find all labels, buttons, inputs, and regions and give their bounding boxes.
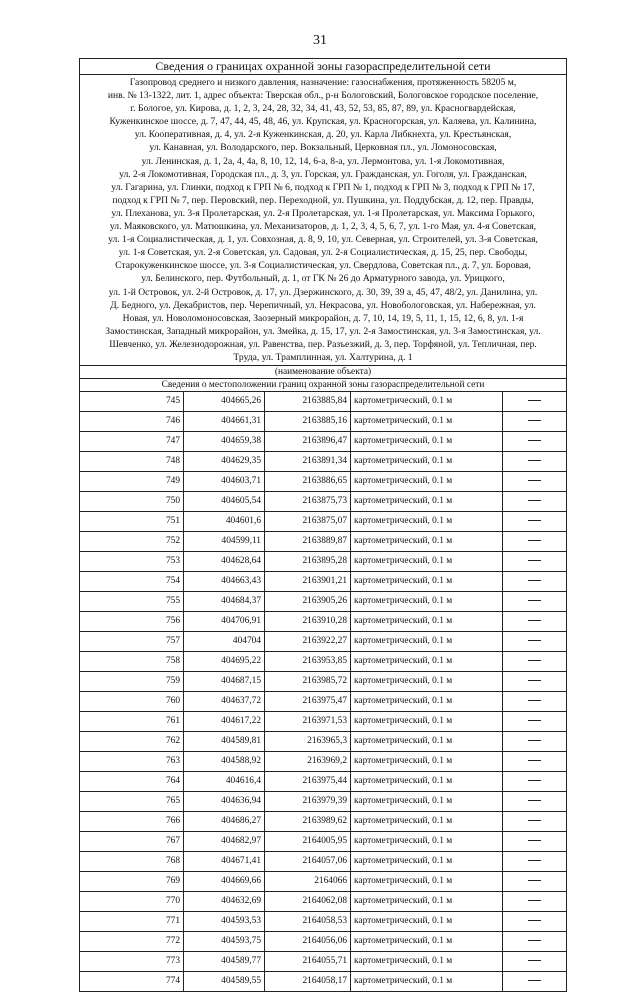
method-cell: картометрический, 0.1 м <box>351 752 503 772</box>
method-cell: картометрический, 0.1 м <box>351 632 503 652</box>
note-cell <box>503 612 567 632</box>
note-cell <box>503 752 567 772</box>
point-number-cell: 750 <box>80 492 184 512</box>
table-row <box>80 952 567 972</box>
table-row <box>80 432 567 452</box>
description-line: ул. Маяковского, ул. Матюшкина, ул. Механизаторов, д. 1, 2, 3, 4, 5, 6, 7, ул. 1-го Мая, ул. 4-я Советская, <box>109 221 537 233</box>
table-row <box>80 612 567 632</box>
point-number-cell: 747 <box>80 432 184 452</box>
empty-dash-mark <box>528 780 541 781</box>
y-coordinate-cell: 2163896,47 <box>265 432 351 452</box>
x-coordinate-cell: 404593,75 <box>184 932 265 952</box>
table-row <box>80 832 567 852</box>
y-coordinate-cell: 2163985,72 <box>265 672 351 692</box>
point-number-cell: 756 <box>80 612 184 632</box>
y-coordinate-cell: 2163886,65 <box>265 472 351 492</box>
y-coordinate-cell: 2163953,85 <box>265 652 351 672</box>
point-number-cell: 755 <box>80 592 184 612</box>
location-header-row <box>80 379 567 392</box>
note-cell <box>503 492 567 512</box>
x-coordinate-cell: 404629,35 <box>184 452 265 472</box>
method-cell: картометрический, 0.1 м <box>351 912 503 932</box>
x-coordinate-cell: 404617,22 <box>184 712 265 732</box>
x-coordinate-cell: 404663,43 <box>184 572 265 592</box>
page-number: 31 <box>313 33 327 48</box>
table-row <box>80 632 567 652</box>
method-cell: картометрический, 0.1 м <box>351 732 503 752</box>
x-coordinate-cell: 404637,72 <box>184 692 265 712</box>
method-cell: картометрический, 0.1 м <box>351 652 503 672</box>
y-coordinate-cell: 2163885,16 <box>265 412 351 432</box>
x-coordinate-cell: 404632,69 <box>184 892 265 912</box>
y-coordinate-cell: 2163969,2 <box>265 752 351 772</box>
method-cell: картометрический, 0.1 м <box>351 852 503 872</box>
empty-dash-mark <box>528 860 541 861</box>
y-coordinate-cell: 2163891,34 <box>265 452 351 472</box>
empty-dash-mark <box>528 580 541 581</box>
description-line: Куженкинское шоссе, д. 7, 47, 44, 45, 48, 46, ул. Крупская, ул. Красногорская, ул. Каляева, ул. Калинина, <box>109 116 537 128</box>
point-number-cell: 773 <box>80 952 184 972</box>
method-cell: картометрический, 0.1 м <box>351 572 503 592</box>
method-cell: картометрический, 0.1 м <box>351 892 503 912</box>
note-cell <box>503 872 567 892</box>
method-cell: картометрический, 0.1 м <box>351 932 503 952</box>
y-coordinate-cell: 2163910,28 <box>265 612 351 632</box>
note-cell <box>503 472 567 492</box>
y-coordinate-cell: 2163989,62 <box>265 812 351 832</box>
table-row <box>80 552 567 572</box>
table-row <box>80 892 567 912</box>
y-coordinate-cell: 2164055,71 <box>265 952 351 972</box>
table-row <box>80 672 567 692</box>
note-cell <box>503 572 567 592</box>
method-cell: картометрический, 0.1 м <box>351 972 503 992</box>
point-number-cell: 772 <box>80 932 184 952</box>
x-coordinate-cell: 404704 <box>184 632 265 652</box>
note-cell <box>503 852 567 872</box>
method-cell: картометрический, 0.1 м <box>351 872 503 892</box>
empty-dash-mark <box>528 880 541 881</box>
x-coordinate-cell: 404605,54 <box>184 492 265 512</box>
point-number-cell: 758 <box>80 652 184 672</box>
x-coordinate-cell: 404589,81 <box>184 732 265 752</box>
method-cell: картометрический, 0.1 м <box>351 712 503 732</box>
x-coordinate-cell: 404589,77 <box>184 952 265 972</box>
table-row <box>80 792 567 812</box>
note-cell <box>503 692 567 712</box>
x-coordinate-cell: 404603,71 <box>184 472 265 492</box>
table-row <box>80 712 567 732</box>
empty-dash-mark <box>528 480 541 481</box>
empty-dash-mark <box>528 980 541 981</box>
description-line: Старокуженкинское шоссе, ул. 3-я Социалистическая, ул. Свердлова, Советская пл., д. 7, ул. Боровая, <box>115 260 531 272</box>
x-coordinate-cell: 404661,31 <box>184 412 265 432</box>
x-coordinate-cell: 404686,27 <box>184 812 265 832</box>
note-cell <box>503 812 567 832</box>
point-number-cell: 769 <box>80 872 184 892</box>
description-line: ул. Канавная, ул. Володарского, пер. Вокзальный, Церковная пл., ул. Ломоносовская, <box>149 142 497 154</box>
point-number-cell: 763 <box>80 752 184 772</box>
table-row <box>80 752 567 772</box>
table-row <box>80 392 567 412</box>
note-cell <box>503 432 567 452</box>
table-row <box>80 412 567 432</box>
note-cell <box>503 592 567 612</box>
table-row <box>80 912 567 932</box>
empty-dash-mark <box>528 900 541 901</box>
empty-dash-mark <box>528 460 541 461</box>
description-line: Замостинская, Западный микрорайон, ул. Змейка, д. 15, 17, ул. 2-я Замостинская, ул. 3-я Замостинская, ул. <box>105 325 541 337</box>
note-cell <box>503 732 567 752</box>
x-coordinate-cell: 404601,6 <box>184 512 265 532</box>
table-row <box>80 532 567 552</box>
point-number-cell: 745 <box>80 392 184 412</box>
description-line: ул. Белинского, пер. Футбольный, д. 1, от ГК № 26 до Арматурного завода, ул. Урицкого, <box>141 273 505 285</box>
description-line: г. Бологое, ул. Кирова, д. 1, 2, 3, 24, 28, 32, 34, 41, 43, 52, 53, 85, 87, 89, ул. Красногвардейская, <box>130 103 516 115</box>
note-cell <box>503 712 567 732</box>
x-coordinate-cell: 404599,11 <box>184 532 265 552</box>
point-number-cell: 754 <box>80 572 184 592</box>
empty-dash-mark <box>528 420 541 421</box>
method-cell: картометрический, 0.1 м <box>351 492 503 512</box>
zone-table <box>79 58 567 992</box>
note-cell <box>503 912 567 932</box>
method-cell: картометрический, 0.1 м <box>351 772 503 792</box>
point-number-cell: 766 <box>80 812 184 832</box>
point-number-cell: 748 <box>80 452 184 472</box>
empty-dash-mark <box>528 440 541 441</box>
x-coordinate-cell: 404593,53 <box>184 912 265 932</box>
description-line: Новая, ул. Новоломоносовская, Заозерный микрорайон, д. 7, 10, 14, 19, 5, 11, 1, 15, 12, 6, 8, ул. 1-я <box>122 312 524 324</box>
point-number-cell: 753 <box>80 552 184 572</box>
x-coordinate-cell: 404682,97 <box>184 832 265 852</box>
point-number-cell: 760 <box>80 692 184 712</box>
title-row <box>80 59 567 75</box>
table-row <box>80 812 567 832</box>
empty-dash-mark <box>528 800 541 801</box>
note-cell <box>503 552 567 572</box>
method-cell: картометрический, 0.1 м <box>351 592 503 612</box>
table-row <box>80 932 567 952</box>
x-coordinate-cell: 404671,41 <box>184 852 265 872</box>
description-line: инв. № 13-1322, лит. 1, адрес объекта: Тверская обл., р-н Бологовский, Бологовское городское поселение, <box>107 90 539 102</box>
object-label: (наименование объекта) <box>80 366 567 379</box>
empty-dash-mark <box>528 740 541 741</box>
y-coordinate-cell: 2163905,26 <box>265 592 351 612</box>
description-line: Д. Бедного, ул. Декабристов, пер. Черепичный, ул. Некрасова, ул. Новобологовская, ул. Набережная, ул. <box>110 299 536 311</box>
y-coordinate-cell: 2163889,87 <box>265 532 351 552</box>
method-cell: картометрический, 0.1 м <box>351 792 503 812</box>
y-coordinate-cell: 2163885,84 <box>265 392 351 412</box>
description-line: Шевченко, ул. Железнодорожная, ул. Равенства, пер. Разъезжий, д. 3, пер. Торфяной, ул. Тепличная, пер. <box>109 338 537 350</box>
object-description <box>80 75 567 366</box>
table-row <box>80 852 567 872</box>
y-coordinate-cell: 2163901,21 <box>265 572 351 592</box>
method-cell: картометрический, 0.1 м <box>351 552 503 572</box>
description-line: ул. 1-я Социалистическая, д. 1, ул. Совхозная, д. 8, 9, 10, ул. Северная, ул. Строителей, ул. 3-я Советская, <box>108 234 538 246</box>
method-cell: картометрический, 0.1 м <box>351 672 503 692</box>
note-cell <box>503 972 567 992</box>
x-coordinate-cell: 404659,38 <box>184 432 265 452</box>
empty-dash-mark <box>528 660 541 661</box>
note-cell <box>503 392 567 412</box>
note-cell <box>503 652 567 672</box>
table-row <box>80 572 567 592</box>
method-cell: картометрический, 0.1 м <box>351 812 503 832</box>
y-coordinate-cell: 2163971,53 <box>265 712 351 732</box>
empty-dash-mark <box>528 840 541 841</box>
note-cell <box>503 632 567 652</box>
empty-dash-mark <box>528 760 541 761</box>
note-cell <box>503 512 567 532</box>
empty-dash-mark <box>528 720 541 721</box>
empty-dash-mark <box>528 700 541 701</box>
method-cell: картометрический, 0.1 м <box>351 512 503 532</box>
table-row <box>80 652 567 672</box>
point-number-cell: 767 <box>80 832 184 852</box>
method-cell: картометрический, 0.1 м <box>351 692 503 712</box>
point-number-cell: 765 <box>80 792 184 812</box>
note-cell <box>503 832 567 852</box>
description-line: ул. 2-я Локомотивная, Городская пл., д. 3, ул. Горская, ул. Гражданская, ул. Гоголя, ул. Гражданская, <box>119 168 527 180</box>
y-coordinate-cell: 2163979,39 <box>265 792 351 812</box>
description-line: Газопровод среднего и низкого давления, назначение: газоснабжения, протяженность 58205 м, <box>129 77 517 88</box>
y-coordinate-cell: 2164058,17 <box>265 972 351 992</box>
description-line: ул. Ленинская, д. 1, 2а, 4, 4а, 8, 10, 12, 14, 6-а, 8-а, ул. Лермонтова, ул. 1-я Локомотивная, <box>141 155 505 167</box>
y-coordinate-cell: 2163965,3 <box>265 732 351 752</box>
x-coordinate-cell: 404588,92 <box>184 752 265 772</box>
empty-dash-mark <box>528 400 541 401</box>
y-coordinate-cell: 2163875,07 <box>265 512 351 532</box>
description-line: ул. Кооперативная, д. 4, ул. 2-я Куженкинская, д. 20, ул. Карла Либкнехта, ул. Крестьянская, <box>134 129 512 141</box>
x-coordinate-cell: 404695,22 <box>184 652 265 672</box>
y-coordinate-cell: 2164057,06 <box>265 852 351 872</box>
document-title: Сведения о границах охранной зоны газораспределительной сети <box>80 59 567 75</box>
empty-dash-mark <box>528 560 541 561</box>
x-coordinate-cell: 404636,94 <box>184 792 265 812</box>
y-coordinate-cell: 2164066 <box>265 872 351 892</box>
empty-dash-mark <box>528 620 541 621</box>
y-coordinate-cell: 2163922,27 <box>265 632 351 652</box>
description-line: ул. Плеханова, ул. 3-я Пролетарская, ул. 2-я Пролетарская, ул. 1-я Пролетарская, ул. Максима Горького, <box>111 207 535 219</box>
method-cell: картометрический, 0.1 м <box>351 472 503 492</box>
y-coordinate-cell: 2164058,53 <box>265 912 351 932</box>
y-coordinate-cell: 2164062,08 <box>265 892 351 912</box>
table-row <box>80 772 567 792</box>
empty-dash-mark <box>528 540 541 541</box>
method-cell: картометрический, 0.1 м <box>351 532 503 552</box>
point-number-cell: 749 <box>80 472 184 492</box>
y-coordinate-cell: 2164056,06 <box>265 932 351 952</box>
table-row <box>80 452 567 472</box>
x-coordinate-cell: 404616,4 <box>184 772 265 792</box>
description-line: ул. 1-я Советская, ул. 2-я Советская, ул. Садовая, ул. 2-я Социалистическая, д. 15, 25, пер. Свободы, <box>118 247 528 259</box>
x-coordinate-cell: 404628,64 <box>184 552 265 572</box>
x-coordinate-cell: 404687,15 <box>184 672 265 692</box>
note-cell <box>503 412 567 432</box>
table-row <box>80 512 567 532</box>
method-cell: картометрический, 0.1 м <box>351 452 503 472</box>
point-number-cell: 746 <box>80 412 184 432</box>
y-coordinate-cell: 2163895,28 <box>265 552 351 572</box>
description-row <box>80 75 567 366</box>
location-header: Сведения о местоположении границ охранной зоны газораспределительной сети <box>80 379 567 392</box>
description-line: подход к ГРП № 7, пер. Перовский, пер. Переходной, ул. Пушкина, ул. Поддубская, д. 12, пер. Правды, <box>112 194 534 206</box>
point-number-cell: 752 <box>80 532 184 552</box>
table-row <box>80 592 567 612</box>
note-cell <box>503 792 567 812</box>
empty-dash-mark <box>528 960 541 961</box>
point-number-cell: 774 <box>80 972 184 992</box>
description-line: ул. 1-й Островок, ул. 2-й Островок, д. 17, ул. Дзержинского, д. 30, 39, 39 а, 45, 47, 48/2, ул. Данилина, ул. <box>108 286 538 298</box>
description-line: ул. Гагарина, ул. Глинки, подход к ГРП № 6, подход к ГРП № 1, подход к ГРП № 3, подход к ГРП № 17, <box>111 181 535 193</box>
x-coordinate-cell: 404706,91 <box>184 612 265 632</box>
x-coordinate-cell: 404589,55 <box>184 972 265 992</box>
object-label-row <box>80 366 567 379</box>
empty-dash-mark <box>528 640 541 641</box>
point-number-cell: 770 <box>80 892 184 912</box>
table-row <box>80 692 567 712</box>
description-line: Труда, ул. Трамплинная, ул. Халтурина, д. 1 <box>233 351 413 363</box>
empty-dash-mark <box>528 600 541 601</box>
note-cell <box>503 532 567 552</box>
method-cell: картометрический, 0.1 м <box>351 952 503 972</box>
note-cell <box>503 672 567 692</box>
empty-dash-mark <box>528 500 541 501</box>
y-coordinate-cell: 2163875,73 <box>265 492 351 512</box>
note-cell <box>503 952 567 972</box>
note-cell <box>503 772 567 792</box>
x-coordinate-cell: 404665,26 <box>184 392 265 412</box>
point-number-cell: 764 <box>80 772 184 792</box>
y-coordinate-cell: 2163975,44 <box>265 772 351 792</box>
table-row <box>80 972 567 992</box>
empty-dash-mark <box>528 680 541 681</box>
point-number-cell: 771 <box>80 912 184 932</box>
empty-dash-mark <box>528 920 541 921</box>
x-coordinate-cell: 404669,66 <box>184 872 265 892</box>
method-cell: картометрический, 0.1 м <box>351 412 503 432</box>
table-row <box>80 472 567 492</box>
point-number-cell: 759 <box>80 672 184 692</box>
point-number-cell: 757 <box>80 632 184 652</box>
x-coordinate-cell: 404684,37 <box>184 592 265 612</box>
method-cell: картометрический, 0.1 м <box>351 832 503 852</box>
note-cell <box>503 932 567 952</box>
table-row <box>80 732 567 752</box>
table-row <box>80 872 567 892</box>
empty-dash-mark <box>528 940 541 941</box>
table-row <box>80 492 567 512</box>
point-number-cell: 751 <box>80 512 184 532</box>
note-cell <box>503 452 567 472</box>
method-cell: картометрический, 0.1 м <box>351 612 503 632</box>
point-number-cell: 762 <box>80 732 184 752</box>
y-coordinate-cell: 2164005,95 <box>265 832 351 852</box>
empty-dash-mark <box>528 820 541 821</box>
method-cell: картометрический, 0.1 м <box>351 392 503 412</box>
note-cell <box>503 892 567 912</box>
method-cell: картометрический, 0.1 м <box>351 432 503 452</box>
y-coordinate-cell: 2163975,47 <box>265 692 351 712</box>
empty-dash-mark <box>528 520 541 521</box>
point-number-cell: 768 <box>80 852 184 872</box>
point-number-cell: 761 <box>80 712 184 732</box>
